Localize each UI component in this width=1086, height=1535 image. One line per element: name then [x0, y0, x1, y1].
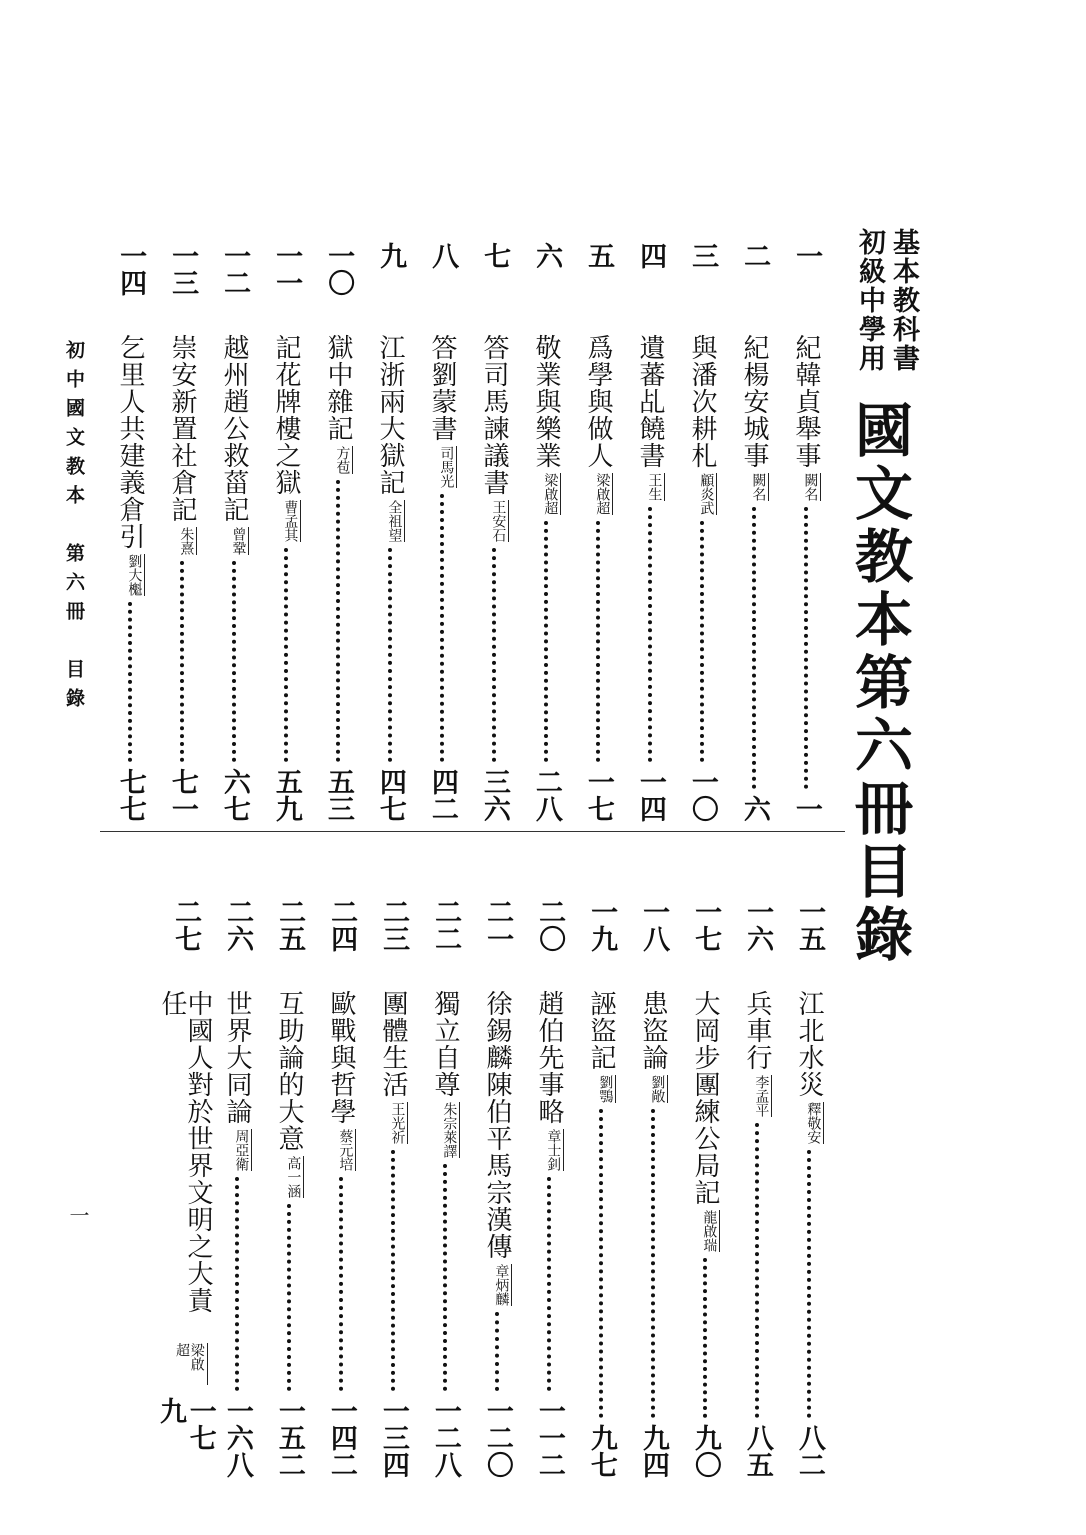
lesson-number: 一三 [167, 242, 199, 296]
lesson-title: 趙伯先事略 [534, 990, 564, 1125]
lesson-page-number: 五九 [270, 768, 302, 822]
dot-leader [388, 548, 392, 762]
lesson-title: 江浙兩大獄記 [375, 334, 405, 496]
lesson-page-number: 一七九 [155, 1397, 216, 1452]
lesson-author: 司馬光 [439, 446, 458, 488]
lesson-number: 一七 [690, 898, 722, 952]
toc-entry[interactable] [220, 898, 254, 1478]
dot-leader [443, 1164, 447, 1391]
lesson-page-number: 三六 [478, 768, 510, 822]
lesson-number: 一五 [794, 898, 826, 952]
dot-leader [544, 521, 548, 762]
toc-entry[interactable] [272, 898, 306, 1478]
lesson-author: 梁啟超 [174, 1343, 207, 1385]
lesson-title: 世界大同論 [222, 990, 252, 1125]
dot-leader [391, 1150, 395, 1391]
lesson-page-number: 九〇 [689, 1424, 721, 1478]
lesson-author: 王安石 [491, 500, 510, 542]
lesson-number: 一六 [742, 898, 774, 952]
lesson-title: 敬業與樂業 [531, 334, 561, 469]
lesson-author: 曾鞏 [231, 527, 250, 555]
toc-entry[interactable] [477, 242, 511, 822]
dot-leader [440, 494, 444, 762]
dot-leader [128, 602, 132, 762]
lesson-author: 顧炎武 [699, 473, 718, 515]
series-level: 初級中學用 [854, 228, 885, 373]
lesson-author: 龍啟瑞 [702, 1210, 721, 1252]
toc-entry[interactable] [217, 242, 251, 822]
lesson-page-number: 九七 [585, 1424, 617, 1478]
lesson-author: 釋敬安 [806, 1102, 825, 1144]
lesson-number: 二七 [170, 898, 202, 952]
lesson-author: 梁啟超 [543, 473, 562, 515]
series-name: 基本教科書 [888, 228, 919, 373]
lesson-author: 劉大櫆 [127, 554, 146, 596]
lesson-page-number: 一四 [634, 768, 666, 822]
toc-entry[interactable] [113, 242, 147, 822]
lesson-title: 遺蕃乩饒書 [635, 334, 665, 469]
lesson-title: 江北水災 [794, 990, 824, 1098]
lesson-number: 一八 [638, 898, 670, 952]
lesson-number: 二〇 [534, 898, 566, 952]
lesson-title: 大岡步團練公局記 [690, 990, 720, 1206]
lesson-page-number: 七一 [166, 768, 198, 822]
lesson-page-number: 一七 [582, 768, 614, 822]
lesson-author: 曹孟其 [283, 500, 302, 542]
lesson-number: 四 [635, 242, 667, 269]
lesson-number: 六 [531, 242, 563, 269]
lesson-number: 五 [583, 242, 615, 269]
toc-entry[interactable] [428, 898, 462, 1478]
dot-leader [180, 561, 184, 762]
lesson-number: 二一 [482, 898, 514, 952]
page-title: 國文教本第六冊目錄 [845, 400, 913, 967]
dot-leader [807, 1150, 811, 1418]
lesson-number: 七 [479, 242, 511, 269]
lesson-title: 記花牌樓之獄 [271, 334, 301, 496]
lesson-author: 李孟平 [754, 1075, 773, 1117]
toc-entry[interactable] [532, 898, 566, 1478]
lesson-author: 蔡元培 [338, 1129, 357, 1171]
lesson-number: 一一 [271, 242, 303, 296]
toc-entry[interactable] [321, 242, 355, 822]
dot-leader [495, 1312, 499, 1391]
toc-entry[interactable] [155, 898, 216, 1478]
lesson-title: 患盜論 [638, 990, 668, 1071]
lesson-author: 方苞 [335, 446, 354, 474]
lesson-author: 闕名 [803, 473, 822, 501]
lesson-author: 全祖望 [387, 500, 406, 542]
lesson-number: 二五 [274, 898, 306, 952]
lesson-author: 章炳麟 [494, 1264, 513, 1306]
dot-leader [804, 507, 808, 789]
toc-entry[interactable] [636, 898, 670, 1478]
lesson-title: 團體生活 [378, 990, 408, 1098]
lesson-author: 劉鶚 [598, 1075, 617, 1103]
dot-leader [599, 1109, 603, 1418]
lesson-page-number: 一六八 [221, 1397, 253, 1478]
lesson-title: 獄中雜記 [323, 334, 353, 442]
lesson-number: 八 [427, 242, 459, 269]
lesson-page-number: 一〇 [686, 768, 718, 822]
lesson-author: 周亞衛 [234, 1129, 253, 1171]
toc-entry[interactable] [584, 898, 618, 1478]
lesson-page-number: 一二八 [429, 1397, 461, 1478]
dot-leader [492, 548, 496, 762]
lesson-page-number: 一四二 [325, 1397, 357, 1478]
lesson-title: 中國人對於世界文明之大責任 [157, 989, 213, 1314]
lesson-author: 劉敞 [650, 1075, 669, 1103]
section-divider [100, 831, 845, 832]
toc-entry[interactable] [529, 242, 563, 822]
dot-leader [752, 507, 756, 789]
toc-entry[interactable] [581, 242, 615, 822]
lesson-page-number: 八五 [741, 1424, 773, 1478]
lesson-page-number: 一三四 [377, 1397, 409, 1478]
dot-leader [651, 1109, 655, 1418]
lesson-number: 二二 [430, 898, 462, 952]
lesson-page-number: 一 [790, 795, 822, 822]
lesson-author: 朱熹 [179, 527, 198, 555]
dot-leader [547, 1177, 551, 1391]
lesson-title: 答司馬諫議書 [479, 334, 509, 496]
dot-leader [700, 521, 704, 762]
lesson-author: 王生 [647, 473, 666, 501]
lesson-title: 獨立自尊 [430, 990, 460, 1098]
lesson-title: 歐戰與哲學 [326, 990, 356, 1125]
toc-entry[interactable] [376, 898, 410, 1478]
toc-entry[interactable] [373, 242, 407, 822]
lesson-author: 王光祈 [390, 1102, 409, 1144]
lesson-title: 紀韓貞舉事 [791, 334, 821, 469]
lesson-title: 答劉蒙書 [427, 334, 457, 442]
lesson-page-number: 一二〇 [481, 1397, 513, 1478]
toc-entry[interactable] [425, 242, 459, 822]
toc-entry[interactable] [740, 898, 774, 1478]
toc-entry[interactable] [165, 242, 199, 822]
lesson-page-number: 八二 [793, 1424, 825, 1478]
lesson-number: 一 [791, 242, 823, 269]
lesson-author: 高一涵 [286, 1156, 305, 1198]
lesson-author: 朱宗萊譯 [442, 1102, 461, 1158]
dot-leader [596, 521, 600, 762]
running-head: 初中國文教本 第六冊 目錄 [63, 340, 85, 717]
toc-entry[interactable] [269, 242, 303, 822]
toc-entry[interactable] [789, 242, 823, 822]
dot-leader [755, 1123, 759, 1418]
lesson-number: 一〇 [323, 242, 355, 296]
lesson-page-number: 六七 [218, 768, 250, 822]
dot-leader [235, 1177, 239, 1391]
dot-leader [336, 480, 340, 762]
lesson-title: 誣盜記 [586, 990, 616, 1071]
lesson-title: 崇安新置社倉記 [167, 334, 197, 523]
lesson-number: 九 [375, 242, 407, 269]
dot-leader [284, 548, 288, 762]
lesson-page-number: 一一二 [533, 1397, 565, 1478]
page-number: 一 [66, 1205, 90, 1225]
lesson-title: 兵車行 [742, 990, 772, 1071]
lesson-author: 闕名 [751, 473, 770, 501]
lesson-number: 二四 [326, 898, 358, 952]
dot-leader [232, 561, 236, 762]
lesson-number: 二三 [378, 898, 410, 952]
lesson-number: 三 [687, 242, 719, 269]
toc-entry[interactable] [324, 898, 358, 1478]
lesson-page-number: 九四 [637, 1424, 669, 1478]
lesson-number: 二六 [222, 898, 254, 952]
lesson-page-number: 一五二 [273, 1397, 305, 1478]
lesson-title: 與潘次耕札 [687, 334, 717, 469]
lesson-page-number: 五三 [322, 768, 354, 822]
lesson-number: 二 [739, 242, 771, 269]
lesson-number: 一四 [115, 242, 147, 296]
toc-entry[interactable] [480, 898, 514, 1478]
lesson-title: 紀楊安城事 [739, 334, 769, 469]
dot-leader [339, 1177, 343, 1391]
toc-entry[interactable] [685, 242, 719, 822]
toc-entry[interactable] [688, 898, 722, 1478]
toc-entry[interactable] [792, 898, 826, 1478]
dot-leader [648, 507, 652, 762]
toc-entry[interactable] [737, 242, 771, 822]
lesson-page-number: 六 [738, 795, 770, 822]
lesson-title: 互助論的大意 [274, 990, 304, 1152]
dot-leader [703, 1258, 707, 1418]
lesson-number: 一九 [586, 898, 618, 952]
lesson-title: 徐錫麟陳伯平馬宗漢傳 [482, 990, 512, 1260]
lesson-number: 一二 [219, 242, 251, 296]
lesson-page-number: 二八 [530, 768, 562, 822]
lesson-page-number: 七七 [114, 768, 146, 822]
lesson-page-number: 四二 [426, 768, 458, 822]
dot-leader [287, 1204, 291, 1391]
lesson-title: 乞里人共建義倉引 [115, 334, 145, 550]
lesson-author: 梁啟超 [595, 473, 614, 515]
lesson-page-number: 四七 [374, 768, 406, 822]
toc-entry[interactable] [633, 242, 667, 822]
lesson-author: 章士釗 [546, 1129, 565, 1171]
lesson-title: 越州趙公救菑記 [219, 334, 249, 523]
lesson-title: 爲學與做人 [583, 334, 613, 469]
